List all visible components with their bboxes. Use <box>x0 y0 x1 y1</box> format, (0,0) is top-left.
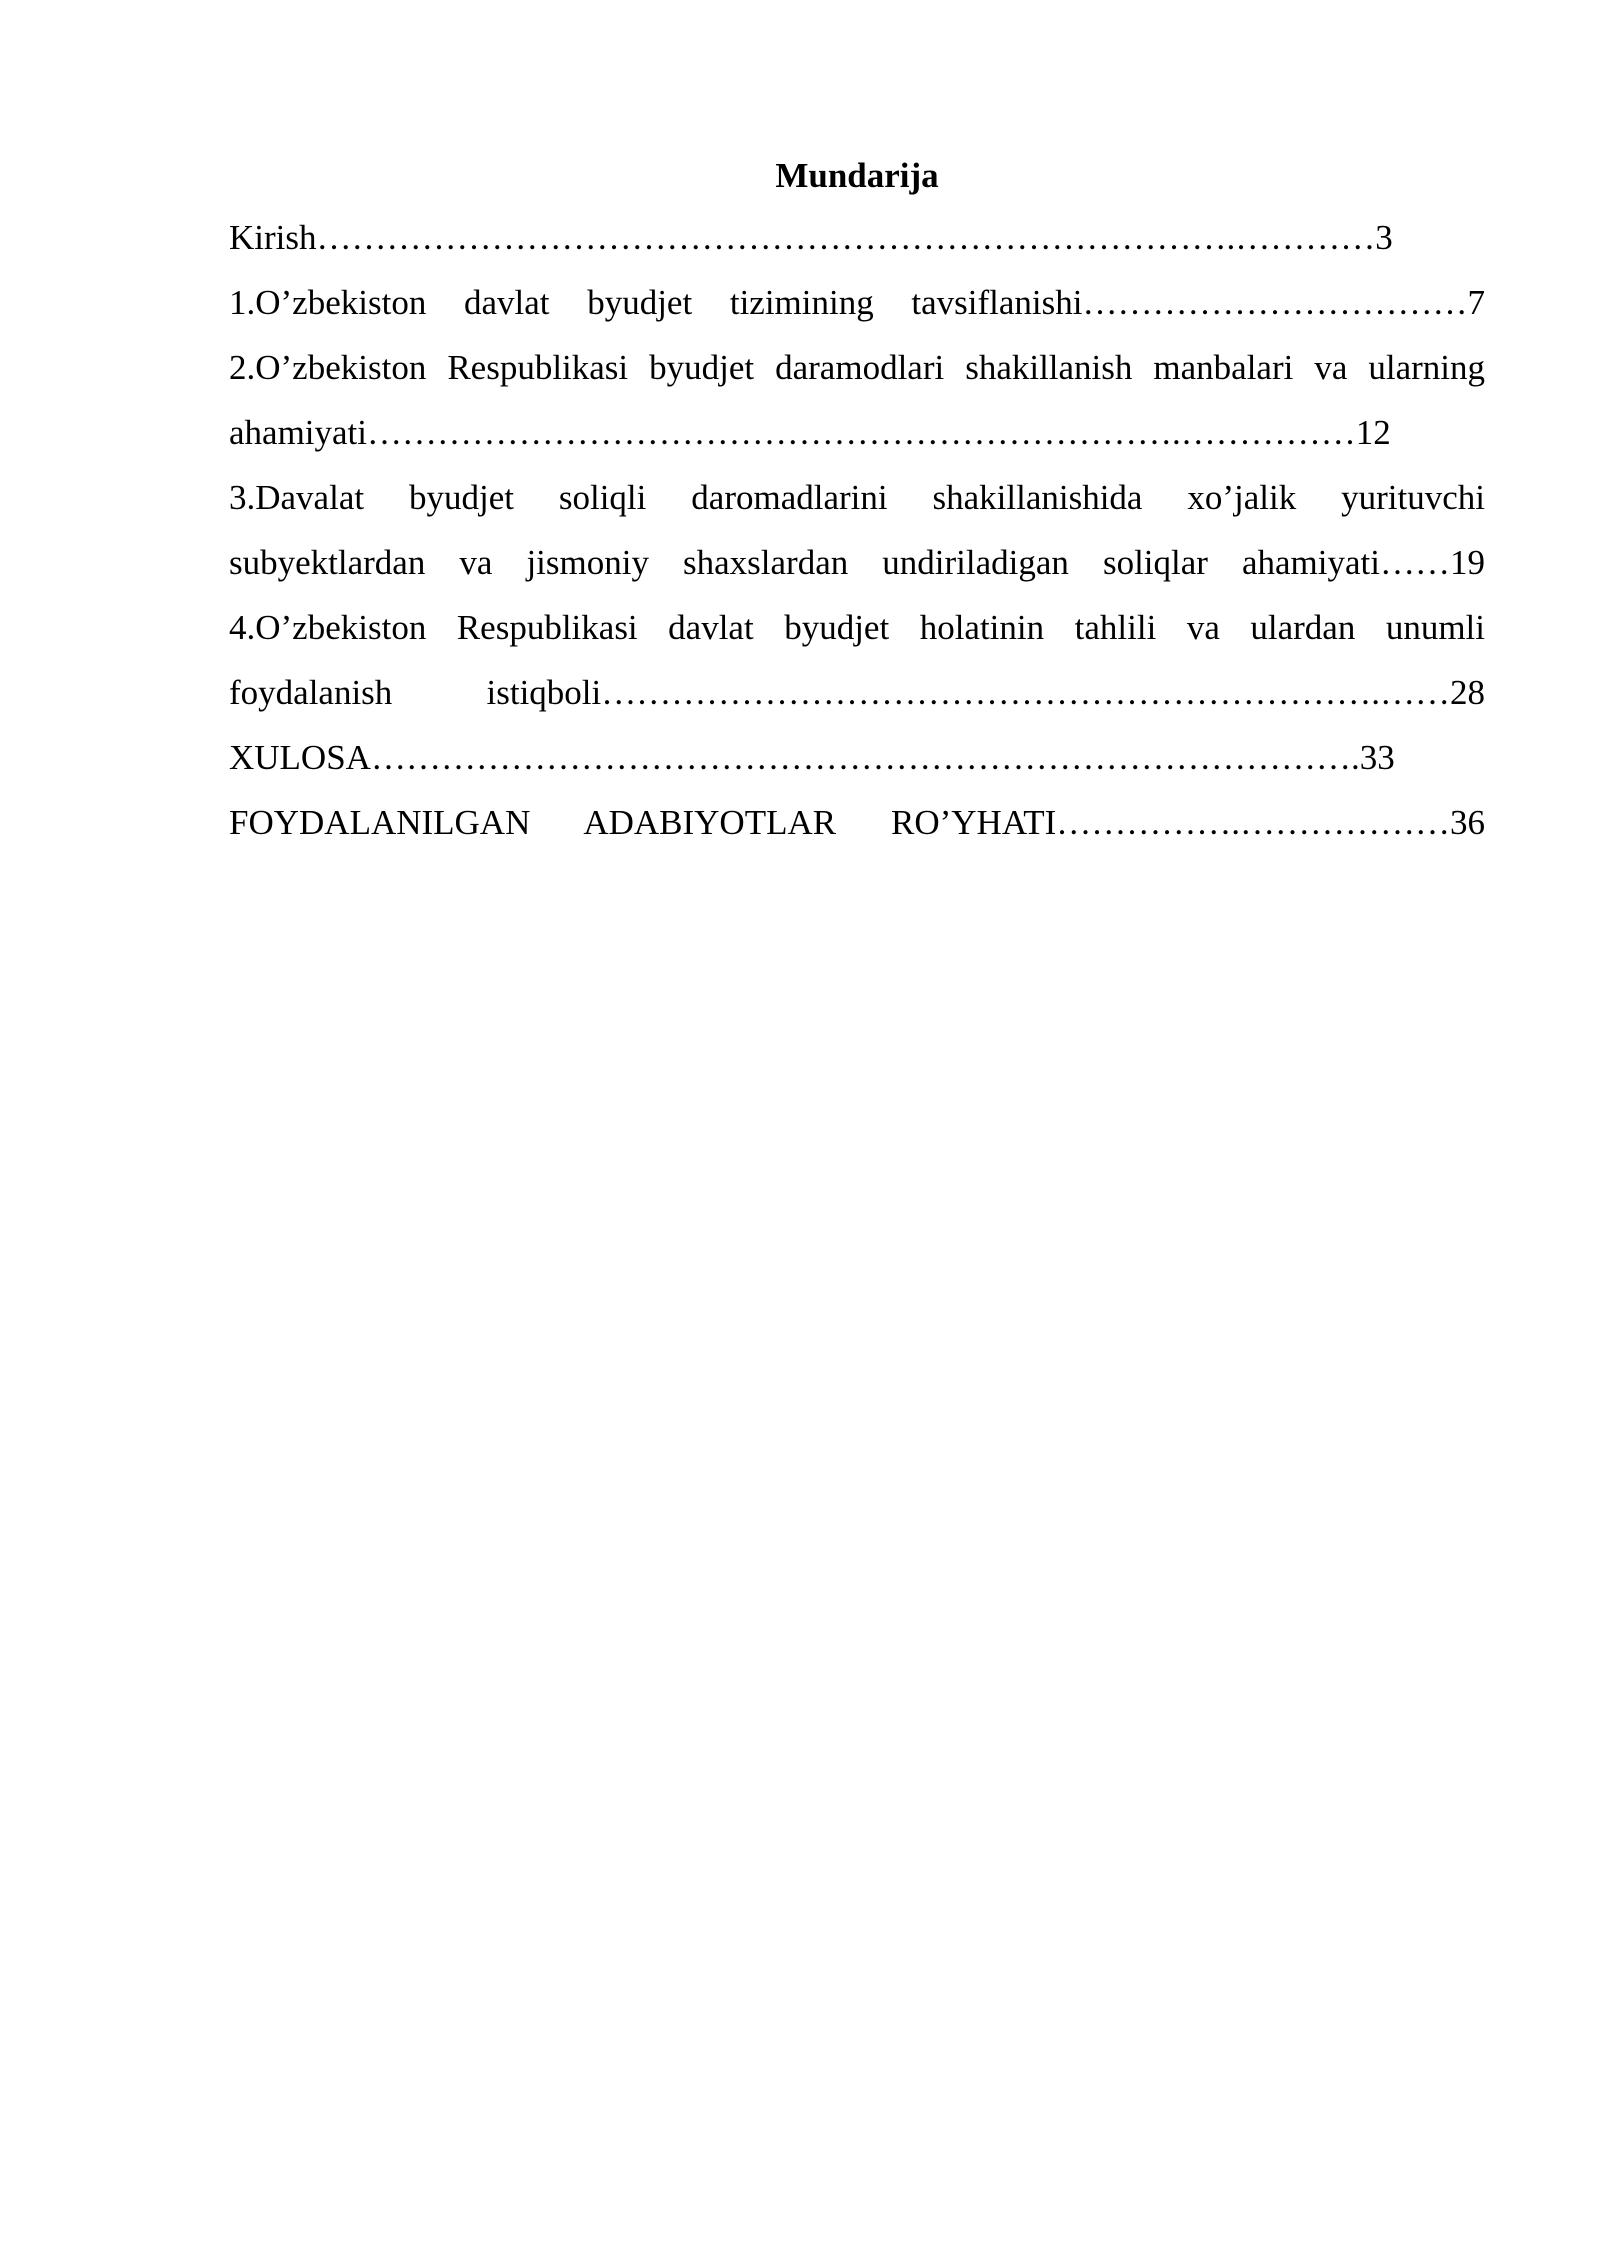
toc-title: Mundarija <box>775 156 939 195</box>
table-of-contents <box>229 140 1485 855</box>
toc-entry-kirish: Kirish…………………………………………………………………….…………3 <box>229 218 1393 257</box>
toc-entry-4-line1: 4.O’zbekiston Respublikasi davlat byudjet holatinin tahlili va ulardan unumli <box>229 608 1485 647</box>
toc-entry-3-line1: 3.Davalat byudjet soliqli daromadlarini shakillanishida xo’jalik yurituvchi <box>229 478 1485 517</box>
toc-entry-2-line1: 2.O’zbekiston Respublikasi byudjet daramodlari shakillanish manbalari va ularning <box>229 348 1485 387</box>
toc-entry-3-line2: subyektlardan va jismoniy shaxslardan undiriladigan soliqlar ahamiyati……19 <box>229 543 1485 582</box>
toc-entry-adabiyotlar: FOYDALANILGAN ADABIYOTLAR RO’YHATI…………….………………36 <box>229 803 1485 842</box>
toc-entry-1: 1.O’zbekiston davlat byudjet tizimining tavsiflanishi……………………………7 <box>229 283 1485 322</box>
toc-entry-2-line2: ahamiyati…………………………………………………………….……………12 <box>229 413 1391 452</box>
toc-entry-4-line2: foydalanish istiqboli………………………………………………………….……28 <box>229 673 1485 712</box>
toc-entry-xulosa: XULOSA………………………………………………………………………….33 <box>229 738 1395 777</box>
